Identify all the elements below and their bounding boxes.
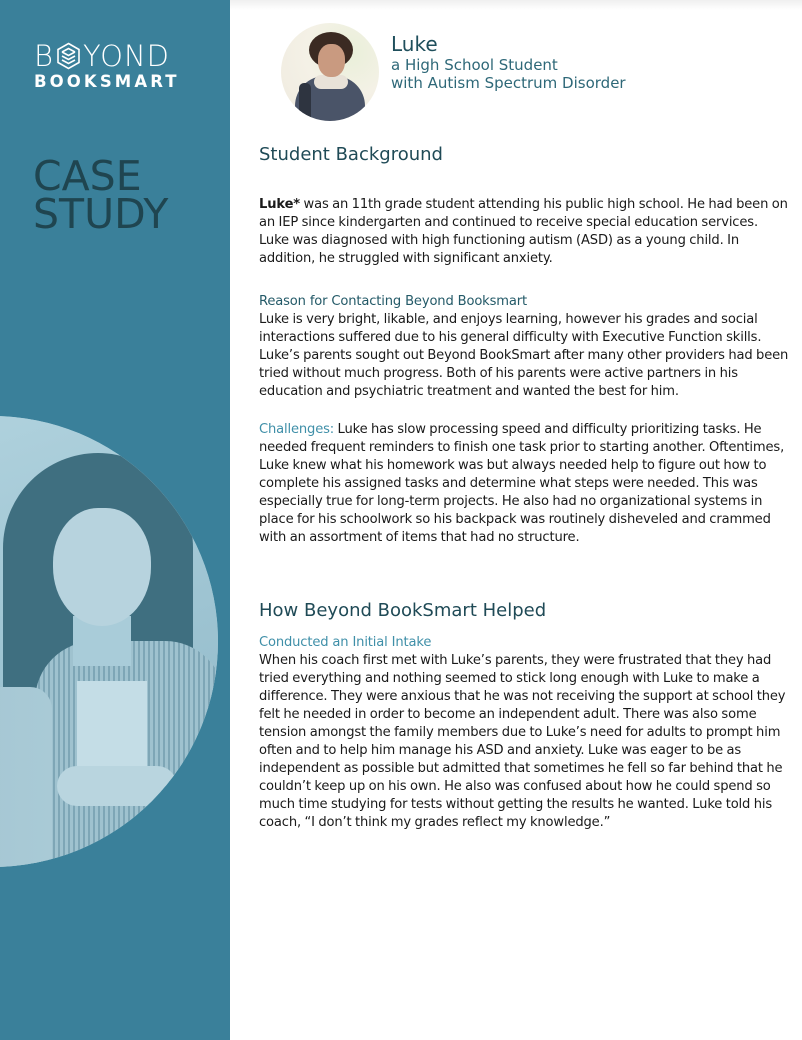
photo-face [53,508,151,626]
case-study-title-line2: STUDY [33,190,169,238]
brand-logo [34,41,180,92]
sidebar [0,0,230,1040]
challenges-label: Challenges: [259,422,335,437]
challenges-paragraph [259,421,791,547]
logo-letter-b: B [34,39,54,73]
case-study-title-line1: CASE [33,152,142,200]
intake-text: When his coach first met with Luke’s parents, they were frustrated that they had tried everything and nothing seemed to stick long enough with Luke to make a difference. They were anxious that he was not receiving the support at school they felt he needed in order to become an independent adult. There was also some tension amongst the family members due to Luke’s need for adults to prompt him often and to help him manage his ASD and anxiety. Luke was eager to be as independent as possible but admitted that sometimes he fell so far behind that he couldn’t keep up on his own. He also was confused about how he could spend so much time studying for tests without getting the results he wanted. Luke told his coach, “I don’t think my grades reflect my knowledge.” [259,653,786,830]
student-background-intro [259,196,791,268]
profile-heading [391,33,626,92]
intro-text: was an 11th grade student attending his public high school. He had been on an IEP since kindergarten and continued to receive special education services. Luke was diagnosed with high functioning autism (ASD) as a young child. In addition, he struggled with significant anxiety. [259,197,788,266]
main-content [259,143,791,832]
student-hero-photo [0,416,218,867]
student-background-heading: Student Background [259,144,443,165]
student-subtitle-line2: with Autism Spectrum Disorder [391,74,626,92]
logo-wordmark-bottom: BOOKSMART [34,72,180,91]
profile-avatar [281,23,379,121]
logo-letters-yond: YOND [83,39,170,73]
intake-heading: Conducted an Initial Intake [259,635,432,650]
stacked-books-hexagon-icon [56,42,81,70]
top-shadow [230,0,802,10]
photo-hands [57,766,177,806]
challenges-text: Luke has slow processing speed and difficulty prioritizing tasks. He needed frequent reminders to finish one task prior to starting another. Oftentimes, Luke knew what his homework was but always needed help to figure out how to complete his assigned tasks and determine what steps were needed. This was especially true for long-term projects. He also had no organizational systems in place for his schoolwork so his backpack was routinely disheveled and crammed with an assortment of items that had no structure. [259,422,785,545]
avatar-face [318,44,345,77]
photo-laptop [0,687,52,867]
student-name-bold: Luke* [259,197,300,212]
avatar-backpack-strap [299,83,311,121]
logo-wordmark-top [34,41,180,71]
avatar-hood [314,75,348,89]
case-study-title [33,152,169,238]
student-name: Luke [391,32,438,56]
student-subtitle-line1: a High School Student [391,56,558,74]
how-helped-heading: How Beyond BookSmart Helped [259,600,547,621]
reason-text: Luke is very bright, likable, and enjoys learning, however his grades and social interactions suffered due to his general difficulty with Executive Function skills. Luke’s parents sought out Beyond BookSmart after many other providers had been tried without much progress. Both of his parents were active partners in his education and psychiatric treatment and wanted the best for him. [259,312,789,399]
reason-heading: Reason for Contacting Beyond Booksmart [259,294,527,309]
